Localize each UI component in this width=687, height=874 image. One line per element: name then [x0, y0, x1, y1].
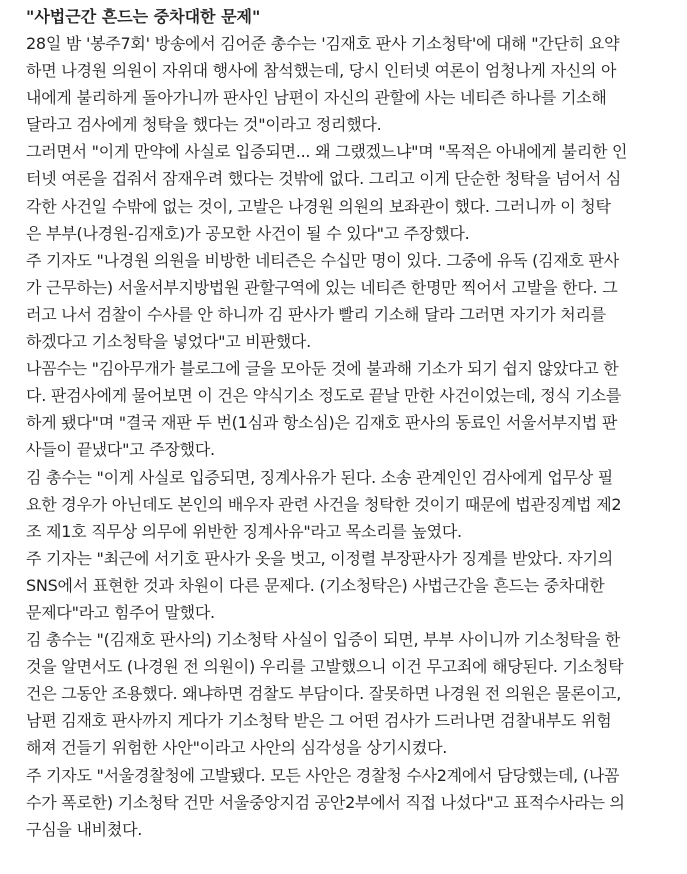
paragraph-line: 내에게 불리하게 돌아가니까 판사인 남편이 자신의 관할에 사는 네티즌 하나를 기소해: [26, 88, 607, 108]
paragraph-line: 하게 됐다"며 "결국 재판 두 번(1심과 항소심)은 김재호 판사의 동료인 서울서부지법 판: [26, 413, 618, 433]
paragraph-serious-issue: [26, 545, 675, 626]
paragraph-targeted-investigation: [26, 762, 675, 843]
paragraph-line: 주 기자도 "나경원 의원을 비방한 네티즌은 수십만 명이 있다. 그중에 유독 (김재호 판사: [26, 250, 619, 270]
paragraph-line: 28일 밤 '봉주7회' 방송에서 김어준 총수는 '김재호 판사 기소청탁'에 대해 "간단히 요약: [26, 34, 620, 53]
paragraph-line: 사들이 끝냈다"고 주장했다.: [26, 440, 215, 460]
paragraph-line: 그러면서 "이게 만약에 사실로 입증되면... 왜 그랬겠느냐"며 "목적은 아내에게 불리한 인: [26, 142, 628, 162]
paragraph-line: 은 부부(나경원-김재호)가 공모한 사건이 될 수 있다"고 주장했다.: [26, 223, 470, 243]
paragraph-line: 건은 그동안 조용했다. 왜냐하면 검찰도 부담이다. 잘못하면 나경원 전 의원은 물론이고,: [26, 684, 622, 704]
paragraph-line: 남편 김재호 판사까지 게다가 기소청탁 받은 그 어떤 검사가 드러나면 검찰내부도 위험: [26, 711, 612, 731]
paragraph-line: 조 제1호 직무상 의무에 위반한 징계사유"라고 목소리를 높였다.: [26, 521, 462, 541]
paragraph-line: 하면 나경원 의원이 자위대 행사에 참석했는데, 당시 인터넷 여론이 엄청나게 자신의 아: [26, 61, 617, 81]
paragraph-line: 해져 건들기 위험한 사안"이라고 사안의 심각성을 상기시켰다.: [26, 738, 448, 758]
paragraph-line: 구심을 내비쳤다.: [26, 819, 143, 839]
paragraph-line: 것을 알면서도 (나경원 전 의원이) 우리를 고발했으니 이건 무고죄에 해당된다. 기소청탁: [26, 657, 624, 677]
paragraph-purpose: [26, 138, 675, 246]
paragraph-line: 나꼼수는 "김아무개가 블로그에 글을 모아둔 것에 불과해 기소가 되기 쉽지 않았다고 한: [26, 359, 619, 379]
paragraph-line: 요한 경우가 아닌데도 본인의 배우자 관련 사건을 청탁한 것이기 때문에 법관징계법 제2: [26, 494, 622, 514]
paragraph-line: 터넷 여론을 겁줘서 잠재우려 했다는 것밖에 없다. 그리고 이게 단순한 청탁을 넘어서 심: [26, 169, 622, 189]
paragraph-line: 김 총수는 "(김재호 판사의) 기소청탁 사실이 입증이 되면, 부부 사이니까 기소청탁을 한: [26, 630, 621, 650]
paragraph-line: 김 총수는 "이게 사실로 입증되면, 징계사유가 된다. 소송 관계인인 검사에게 업무상 필: [26, 467, 613, 487]
paragraph-summary: [26, 30, 675, 138]
paragraph-line: 가 근무하는) 서울서부지방법원 관할구역에 있는 네티즌 한명만 찍어서 고발을 한다. 그: [26, 277, 618, 297]
paragraph-line: 주 기자는 "최근에 서기호 판사가 옷을 벗고, 이정렬 부장판사가 징계를 받았다. 자기의: [26, 548, 613, 568]
paragraph-line: 달라고 검사에게 청탁을 했다는 것"이라고 정리했다.: [26, 115, 382, 135]
paragraph-line: 다. 판검사에게 물어보면 이 건은 약식기소 정도로 끝날 만한 사건이었는데, 정식 기소를: [26, 386, 622, 406]
paragraph-line: 문제다"라고 힘주어 말했다.: [26, 602, 215, 622]
paragraph-false-accusation: [26, 626, 675, 761]
paragraph-line: 각한 사건일 수밖에 없는 것이, 고발은 나경원 의원의 보좌관이 했다. 그러니까 이 청탁: [26, 196, 611, 216]
paragraph-line: 하겠다고 기소청탁을 넣었다"고 비판했다.: [26, 332, 311, 352]
paragraph-disciplinary: [26, 464, 675, 545]
paragraph-line: 러고 나서 검찰이 수사를 안 하니까 김 판사가 빨리 기소해 달라 그러면 자기가 처리를: [26, 304, 606, 324]
paragraph-trial-claim: [26, 355, 675, 463]
paragraph-line: 주 기자도 "서울경찰청에 고발됐다. 모든 사안은 경찰청 수사2계에서 담당했는데, (나꼼: [26, 765, 620, 785]
paragraph-criticism: [26, 247, 675, 355]
article-headline: "사법근간 흔드는 중차대한 문제": [26, 7, 261, 26]
paragraph-line: 수가 폭로한) 기소청탁 건만 서울중앙지검 공안2부에서 직접 나섰다"고 표적수사라는 의: [26, 792, 625, 812]
paragraph-line: SNS에서 표현한 것과 차원이 다른 문제다. (기소청탁은) 사법근간을 흔드는 중차대한: [26, 575, 605, 595]
